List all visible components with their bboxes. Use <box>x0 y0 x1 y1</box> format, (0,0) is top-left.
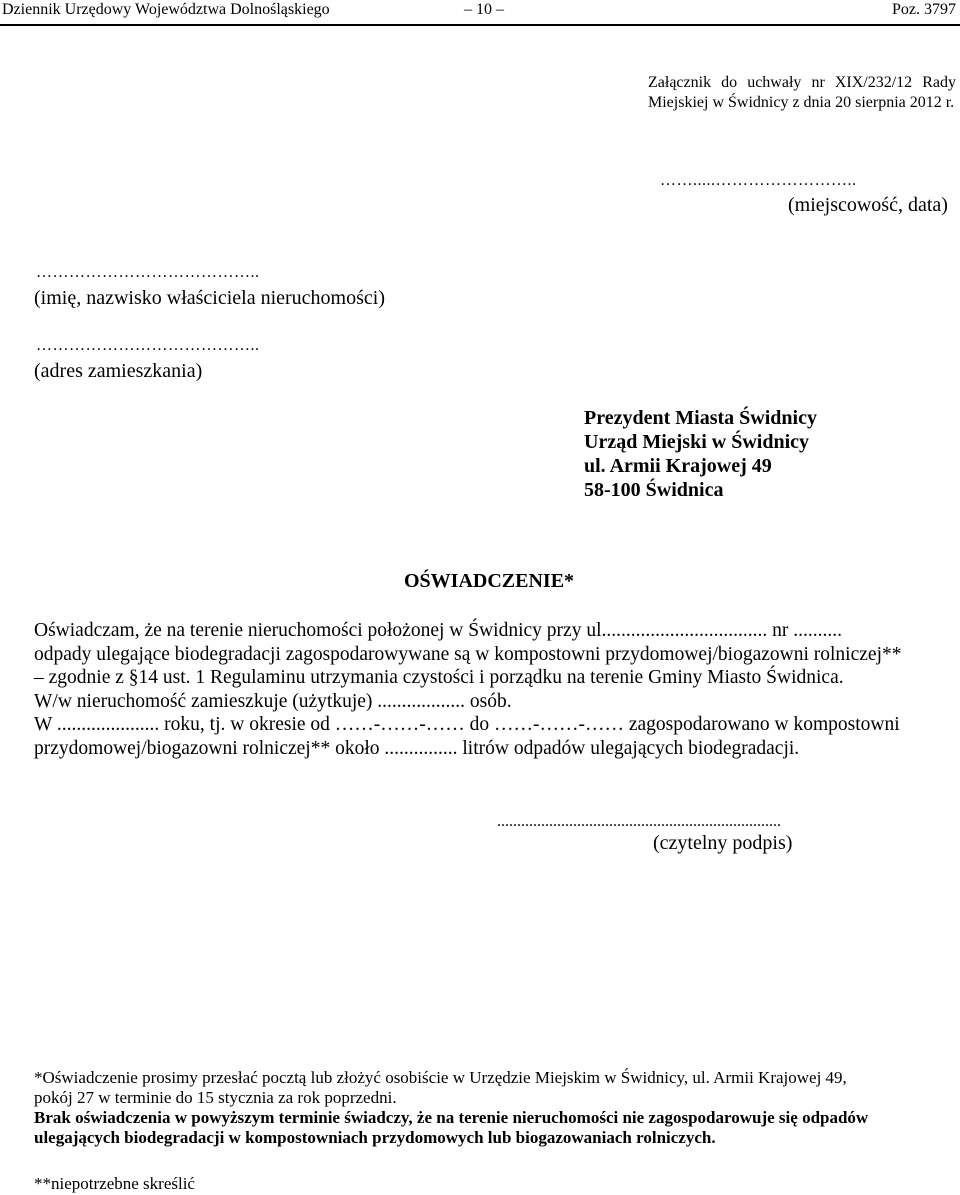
declaration-line: przydomowej/biogazowni rolniczej** około ............... litrów odpadów ulegających biodegradacji. <box>34 737 800 759</box>
addressee-line: 58-100 Świdnica <box>584 479 724 501</box>
addressee-line: Urząd Miejski w Świdnicy <box>584 431 809 453</box>
declaration-line: – zgodnie z §14 ust. 1 Regulaminu utrzymania czystości i porządku na terenie Gminy Miasto Świdnica. <box>34 667 844 688</box>
footnote-strike-note: **niepotrzebne skreślić <box>34 1174 195 1193</box>
journal-title: Dziennik Urzędowy Województwa Dolnośląskiego <box>2 1 330 18</box>
document-title: OŚWIADCZENIE* <box>404 570 575 592</box>
header-divider <box>0 24 960 26</box>
footnote-line: pokój 27 w terminie do 15 stycznia za rok poprzedni. <box>34 1088 397 1107</box>
page-number: – 10 – <box>464 1 504 18</box>
page-header <box>0 0 960 26</box>
addressee-line: ul. Armii Krajowej 49 <box>584 455 772 477</box>
footnote-bold-line: ulegających biodegradacji w kompostowniach przydomowych lub biogazowaniach rolniczych. <box>34 1128 716 1147</box>
place-date-field: …….....…………………….. <box>660 172 857 189</box>
footnote-line: *Oświadczenie prosimy przesłać pocztą lub złożyć osobiście w Urzędzie Miejskim w Świdnicy, ul. Armii Krajowej 49, <box>34 1068 847 1087</box>
annex-note: Załącznik do uchwały nr XIX/232/12 Rady Miejskiej w Świdnicy z dnia 20 sierpnia 2012 r. <box>648 74 956 111</box>
signature-caption: (czytelny podpis) <box>653 832 793 854</box>
place-date-caption: (miejscowość, data) <box>788 194 948 216</box>
declaration-line: odpady ulegające biodegradacji zagospodarowywane są w kompostowni przydomowej/biogazowni rolniczej** <box>34 643 902 665</box>
declaration-line: W ..................... roku, tj. w okresie od ……-……-…… do ……-……-…… zagospodarowano w kompostowni <box>34 714 900 735</box>
address-caption: (adres zamieszkania) <box>34 360 203 382</box>
addressee-block <box>584 406 817 502</box>
footnote-bold-line: Brak oświadczenia w powyższym terminie świadczy, że na terenie nieruchomości nie zagospodarowuje się odpadów <box>34 1108 869 1127</box>
footnote <box>34 1068 956 1148</box>
declaration-body <box>34 619 954 760</box>
addressee-line: Prezydent Miasta Świdnicy <box>584 407 817 429</box>
owner-name-caption: (imię, nazwisko właściciela nieruchomości) <box>34 287 385 309</box>
position-number: Poz. 3797 <box>892 1 956 18</box>
address-field: ………………………………….. <box>36 337 260 354</box>
declaration-line: Oświadczam, że na terenie nieruchomości położonej w Świdnicy przy ul.................................. nr .......... <box>34 620 842 641</box>
signature-field: ....................................................................... <box>497 813 781 830</box>
declaration-line: W/w nieruchomość zamieszkuje (użytkuje) .................. osób. <box>34 690 512 712</box>
owner-name-field: ………………………………….. <box>36 264 260 281</box>
